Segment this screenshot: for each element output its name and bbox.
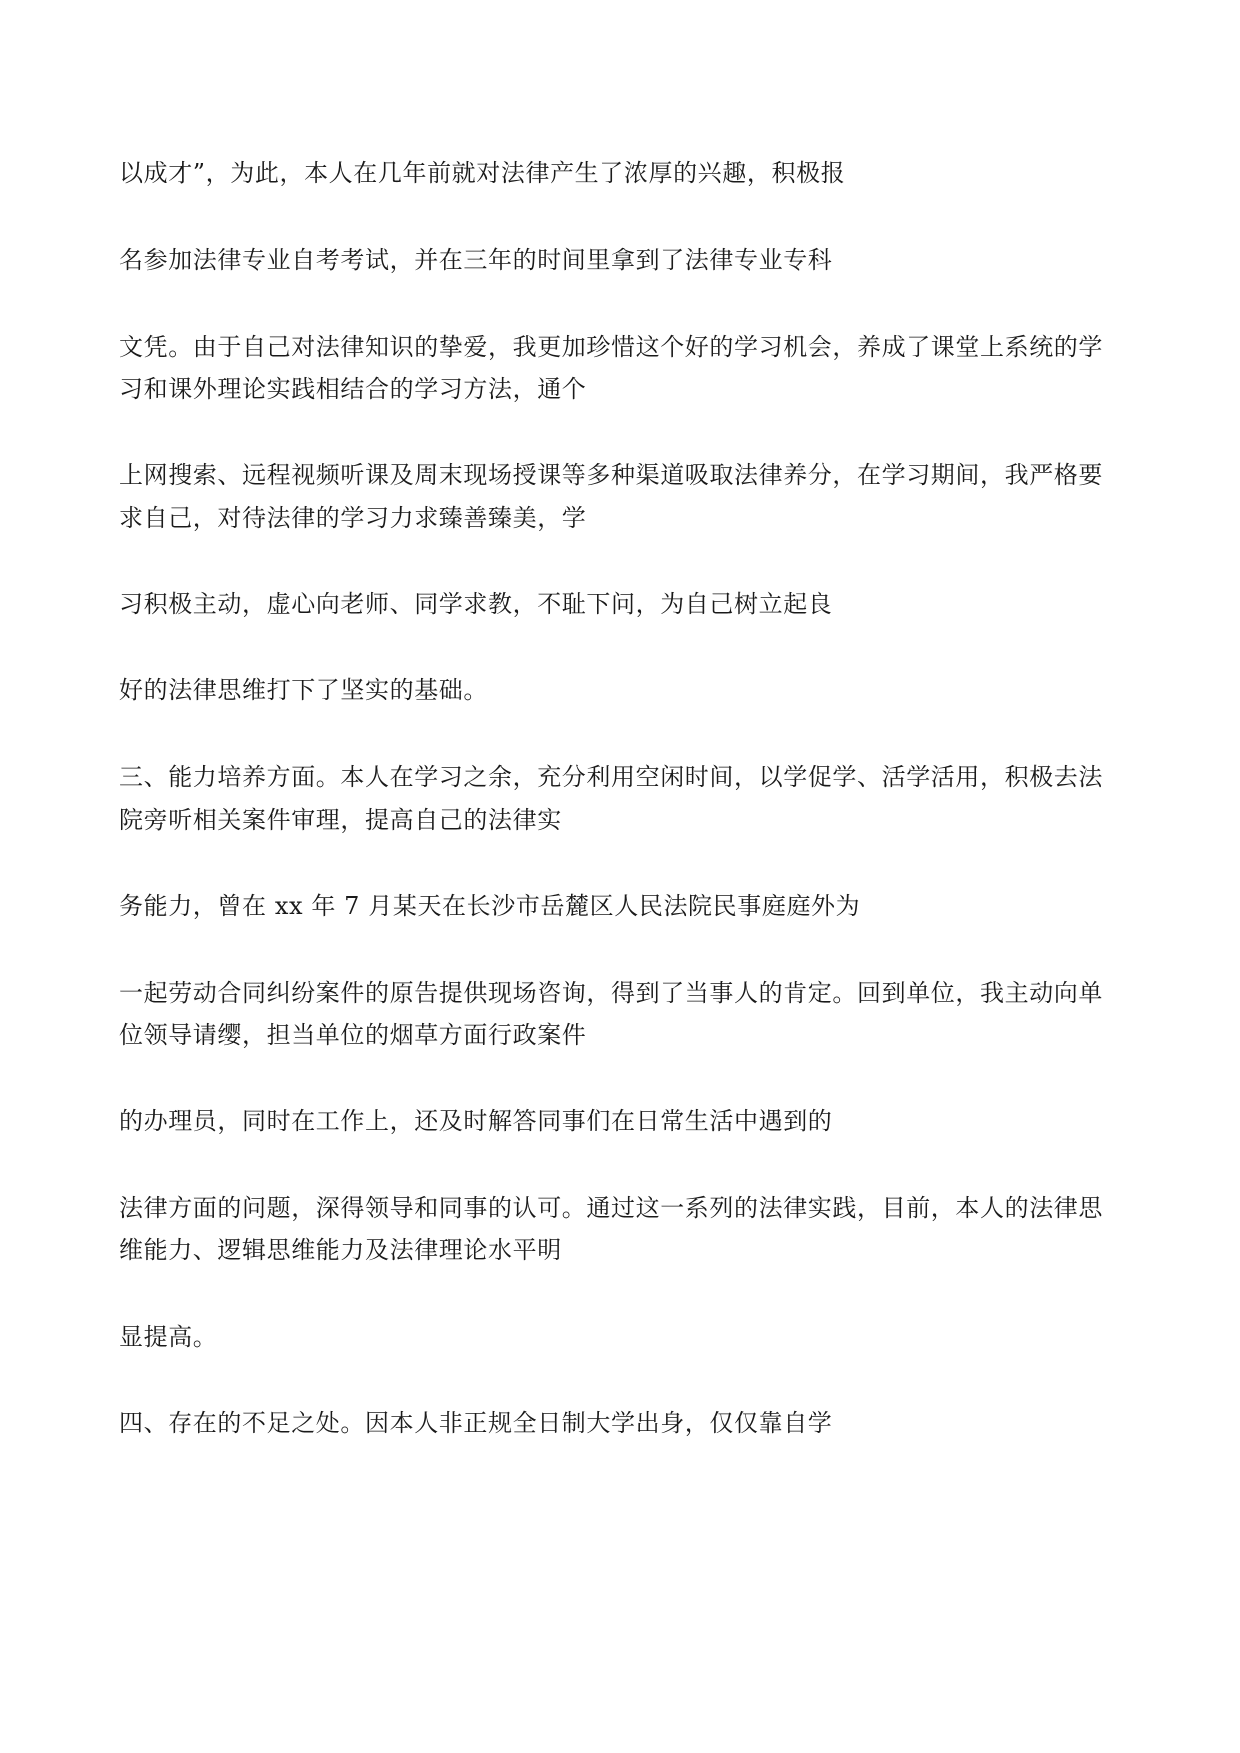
text-line: 习和课外理论实践相结合的学习方法，通个 <box>119 375 587 403</box>
text-line: 文凭。由于自己对法律知识的挚爱，我更加珍惜这个好的学习机会，养成了课堂上系统的学 <box>119 333 1103 361</box>
text-line: 名参加法律专业自考考试，并在三年的时间里拿到了法律专业专科 <box>119 246 833 274</box>
text-line: 求自己，对待法律的学习力求臻善臻美，学 <box>119 504 587 532</box>
text-line: 维能力、逻辑思维能力及法律理论水平明 <box>119 1236 562 1264</box>
text-line: 一起劳动合同纠纷案件的原告提供现场咨询，得到了当事人的肯定。回到单位，我主动向单 <box>119 979 1103 1007</box>
text-line: 上网搜索、远程视频听课及周末现场授课等多种渠道吸取法律养分，在学习期间，我严格要 <box>119 461 1103 489</box>
text-line: 法律方面的问题，深得领导和同事的认可。通过这一系列的法律实践，目前，本人的法律思 <box>119 1194 1103 1222</box>
text-line: 四、存在的不足之处。因本人非正规全日制大学出身，仅仅靠自学 <box>119 1409 833 1437</box>
text-line: 好的法律思维打下了坚实的基础。 <box>119 676 488 704</box>
text-line: 位领导请缨，担当单位的烟草方面行政案件 <box>119 1021 587 1049</box>
text-line: 以成才”，为此，本人在几年前就对法律产生了浓厚的兴趣，积极报 <box>119 159 846 187</box>
text-line: 务能力，曾在 xx 年 7 月某天在长沙市岳麓区人民法院民事庭庭外为 <box>119 892 861 920</box>
text-line: 的办理员，同时在工作上，还及时解答同事们在日常生活中遇到的 <box>119 1107 833 1135</box>
text-line: 院旁听相关案件审理，提高自己的法律实 <box>119 806 562 834</box>
text-line: 三、能力培养方面。本人在学习之余，充分利用空闲时间，以学促学、活学活用，积极去法 <box>119 763 1103 791</box>
text-line: 习积极主动，虚心向老师、同学求教，不耻下问，为自己树立起良 <box>119 590 833 618</box>
text-line: 显提高。 <box>119 1323 218 1351</box>
